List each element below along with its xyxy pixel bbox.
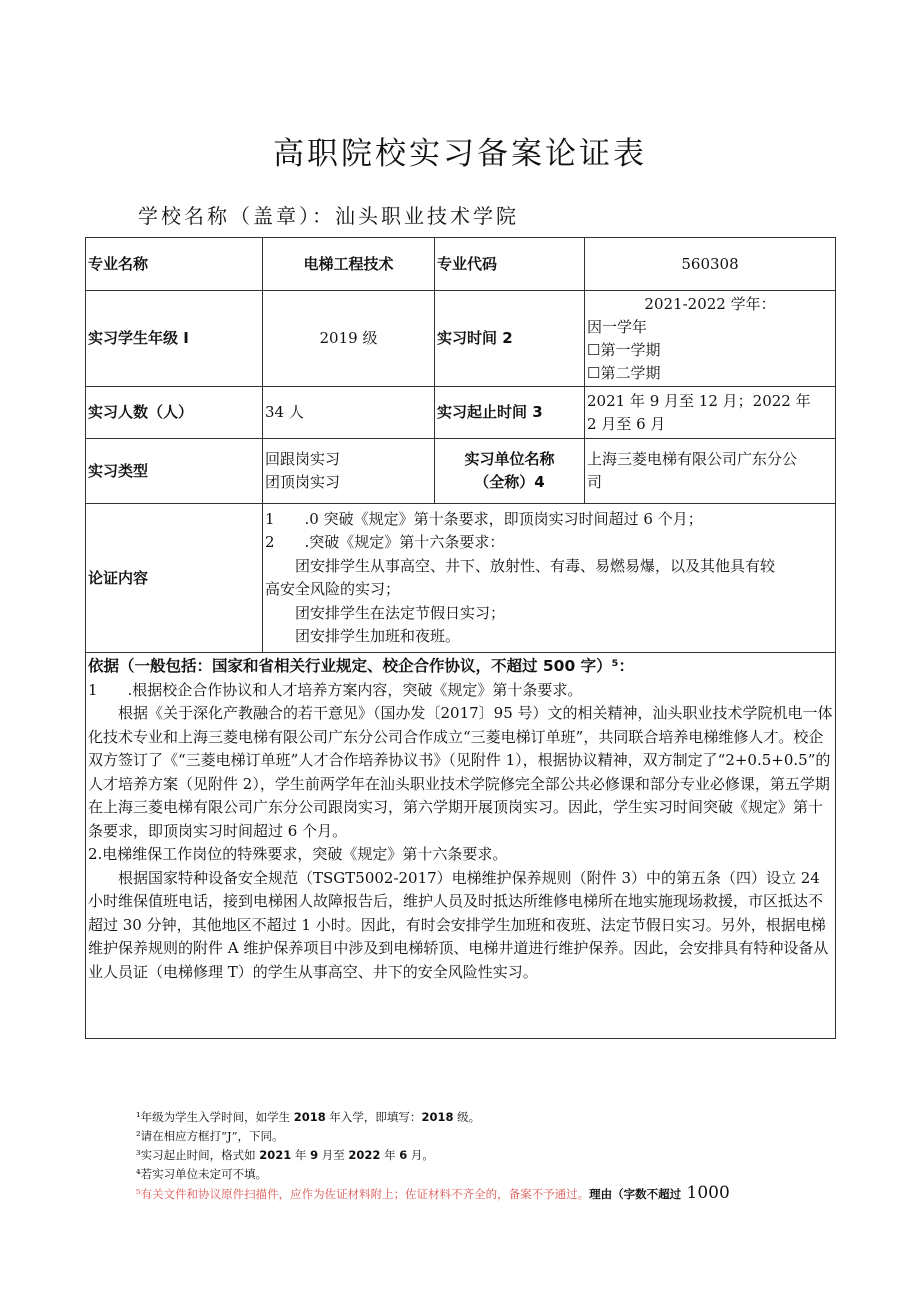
option-top-internship[interactable]: 团顶岗实习 [265,473,341,491]
footnote-3-num-d: 6 [399,1148,408,1162]
academic-year-line: 2021-2022 学年： [644,294,776,313]
content-line-3: 团安排学生从事高空、井下、放射性、有毒、易燃易爆，以及其他具有较 [265,556,776,575]
period-line-2: 2 月至 6 月 [587,414,666,433]
footnote-1-text-b: 年入学，即填写： [325,1110,422,1124]
grade-label: 实习学生年级 I [86,291,263,387]
footnote-5-reason: 理由（字数不超过 [589,1187,682,1201]
option-follow-internship[interactable]: 回跟岗实习 [265,450,341,468]
row-grade-time [86,291,836,387]
period-label: 实习起止时间 3 [435,387,585,439]
count-label: 实习人数（人） [86,387,263,439]
footnote-3-text-e: 月。 [407,1148,434,1162]
footnote-5-red-text: ⁵有关文件和协议原件扫描件，应作为佐证材料附上；佐证材料不齐全的，备案不予通过。 [136,1187,590,1201]
unit-label [435,439,585,504]
footnote-3-num-a: 2021 [259,1148,292,1162]
footnote-3-text-a: ³实习起止时间，格式如 [136,1148,260,1162]
footnotes [136,1108,730,1204]
basis-point-2-body: 根据国家特种设备安全规范（TSGT5002-2017）电梯维护保养规则（附件 3）中的第五条（四）设立 24 小时维保值班电话，接到电梯困人故障报告后，维护人员及时抵达所维修电梯所在地实施现场救援，市区抵达不超过 30 分钟，其他地区不超过 1 小时。因此，有时会安排学生加班和夜班、法定节假日实习。另外，根据电梯维护保养规则的附件 A 维护保养项目中涉及到电梯轿顶、电梯井道进行维护保养。因此，会安排具有特种设备从业人员证（电梯修理 T）的学生从事高空、井下的安全风险性实习。 [88,868,829,981]
content-line-6: 团安排学生加班和夜班。 [265,627,461,645]
footnote-3-text-c: 月至 [318,1148,349,1162]
row-content [86,504,836,653]
unit-line-1: 上海三菱电梯有限公司广东分公 [587,450,798,468]
content-value [263,504,836,653]
footnote-3-num-c: 2022 [348,1148,381,1162]
footnote-3-text-d: 年 [380,1148,400,1162]
footnote-1-text-c: 级。 [453,1110,481,1124]
footnote-4: ⁴若实习单位未定可不填。 [136,1167,268,1181]
basis-section [86,653,836,1039]
row-count-period [86,387,836,439]
time-label: 实习时间 2 [435,291,585,387]
footnote-1 [136,1108,730,1127]
content-line-1: 1 .0 突破《规定》第十条要求，即顶岗实习时间超过 6 个月； [265,509,703,528]
period-value [585,387,836,439]
unit-line-2: 司 [587,473,603,491]
content-label: 论证内容 [86,504,263,653]
footnote-1-year-b: 2018 [421,1110,454,1124]
footnote-3-num-b: 9 [310,1148,319,1162]
unit-label-line-2: （全称）4 [474,473,545,491]
grade-value: 2019 级 [263,291,435,387]
footnote-3-text-b: 年 [291,1148,311,1162]
basis-heading: 依据（一般包括：国家和省相关行业规定、校企合作协议，不超过 500 字）⁵： [88,657,634,675]
footnote-1-text-a: ¹年级为学生入学时间，如学生 [136,1110,294,1124]
footnote-2: ²请在相应方框打“J”，下同。 [136,1129,284,1143]
major-code-value: 560308 [585,238,836,291]
period-line-1: 2021 年 9 月至 12 月；2022 年 [587,391,811,410]
page-title: 高职院校实习备案论证表 [273,136,647,172]
basis-point-1-body: 根据《关于深化产教融合的若干意见》（国办发〔2017〕95 号）文的相关精神，汕头职业技术学院机电一体化技术专业和上海三菱电梯有限公司广东分公司合作成立“三菱电梯订单班”，共同联合培养电梯维修人才。校企双方签订了《“三菱电梯订单班”人才合作培养协议书》（见附件 1），根据协议精神，双方制定了“2+0.5+0.5”的人才培养方案（见附件 2），学生前两学年在汕头职业技术学院修完全部公共必修课和部分专业必修课，第五学期在上海三菱电梯有限公司广东分公司跟岗实习，第六学期开展顶岗实习。因此，学生实习时间突破《规定》第十条要求，即顶岗实习时间超过 6 个月。 [88,704,833,840]
option-second-semester[interactable]: ☐第二学期 [587,363,661,382]
basis-point-1-title: 1 .根据校企合作协议和人才培养方案内容，突破《规定》第十条要求。 [88,680,583,699]
type-options [263,439,435,504]
option-full-year[interactable]: 因一学年 [587,317,648,336]
content-line-4: 高安全风险的实习； [265,580,401,598]
count-value: 34 人 [263,387,435,439]
school-name-line: 学校名称（盖章）：汕头职业技术学院 [138,204,519,228]
content-line-5: 团安排学生在法定节假日实习； [265,603,506,622]
basis-point-2-title: 2.电梯维保工作岗位的特殊要求，突破《规定》第十六条要求。 [88,845,508,863]
major-code-label: 专业代码 [435,238,585,291]
content-line-2: 2 .突破《规定》第十六条要求： [265,533,505,551]
filing-form-table [85,237,836,1039]
major-name-value: 电梯工程技术 [263,238,435,291]
footnote-1-year-a: 2018 [293,1110,326,1124]
major-name-label: 专业名称 [86,238,263,291]
row-type-unit [86,439,836,504]
row-basis [86,653,836,1039]
unit-value [585,439,836,504]
type-label: 实习类型 [86,439,263,504]
row-major [86,238,836,291]
footnote-3 [136,1146,730,1165]
option-first-semester[interactable]: ☐第一学期 [587,340,661,359]
footnote-5-limit: 1000 [681,1183,730,1203]
unit-label-line-1: 实习单位名称 [464,450,555,468]
time-options [585,291,836,387]
footnote-5 [136,1184,730,1204]
